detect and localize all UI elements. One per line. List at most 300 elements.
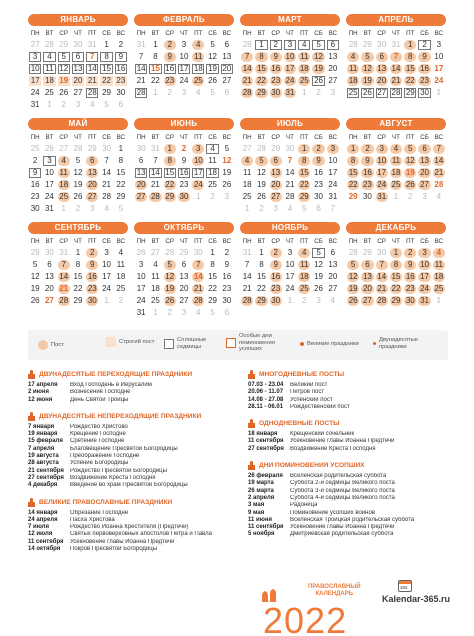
day-cell: 6 (330, 248, 336, 257)
holiday-date: 2 апреля (248, 494, 275, 501)
day-cell: 6 (72, 52, 84, 62)
day-cell: 30 (271, 88, 281, 97)
day-cell: 1 (61, 204, 66, 213)
holiday-date: 7 января (28, 423, 55, 430)
day-cell: 24 (193, 180, 203, 189)
day-cell: 2 (210, 192, 215, 201)
day-cell: 24 (136, 296, 146, 305)
legend-strict-label: Строгий пост (119, 338, 155, 345)
day-grid (346, 39, 446, 111)
day-cell (220, 99, 234, 111)
day-cell: 29 (59, 40, 69, 49)
holiday-name: Усекновение главы Иоанна Предтечи (290, 438, 395, 445)
month-title: ДЕКАБРЬ (346, 222, 446, 234)
site-link[interactable]: Kalendar-365.ru (382, 594, 451, 604)
day-cell: 1 (436, 296, 442, 305)
day-grid (346, 247, 446, 319)
day-cell: 17 (30, 76, 40, 85)
section-title-text: ДВУНАДЕСЯТЫЕ ПЕРЕХОДЯЩИЕ ПРАЗДНИКИ (39, 371, 193, 378)
day-cell: 9 (270, 52, 282, 62)
holiday-name: Петров пост (290, 389, 325, 396)
holiday-row (28, 397, 238, 404)
holiday-name: Суббота 4-й седмицы Великого поста (290, 494, 395, 501)
day-cell (297, 99, 311, 111)
day-cell: 11 (242, 168, 252, 177)
day-cell: 23 (179, 180, 189, 189)
day-cell: 9 (361, 156, 373, 166)
holiday-row (248, 438, 458, 445)
day-cell: 19 (362, 76, 372, 85)
day-cell: 17 (102, 272, 112, 281)
day-cell: 21 (193, 284, 203, 293)
day-cell: 12 (222, 156, 232, 165)
day-cell (99, 307, 113, 319)
weekday-label: ПТ (88, 134, 97, 141)
holiday-section (248, 461, 458, 539)
day-cell: 18 (150, 284, 160, 293)
weekday-label: СР (59, 238, 68, 245)
day-cell: 2 (224, 248, 230, 257)
day-cell: 6 (361, 260, 373, 270)
legend-solid-label: Сплошные седмицы (177, 337, 207, 350)
church-icon (28, 370, 35, 379)
day-cell: 8 (255, 52, 267, 62)
day-cell: 31 (87, 40, 97, 49)
weekday-label: ПН (136, 30, 146, 37)
day-cell: 14 (136, 64, 146, 73)
month-title: ЯНВАРЬ (28, 14, 128, 26)
day-cell: 2 (259, 204, 264, 213)
day-cell (432, 99, 446, 111)
day-cell: 15 (348, 168, 358, 177)
holiday-date: 11 сентября (248, 524, 284, 531)
day-cell: 2 (302, 296, 307, 305)
weekday-label: СБ (208, 30, 217, 37)
day-cell: 23 (271, 284, 281, 293)
day-cell: 4 (196, 308, 201, 317)
day-cell: 18 (193, 64, 203, 73)
day-cell: 27 (30, 40, 40, 49)
day-cell: 13 (328, 52, 338, 61)
day-cell: 31 (59, 248, 69, 257)
legend-post-label: Пост (51, 341, 64, 348)
holiday-date: 26 марта (248, 487, 274, 494)
day-cell: 29 (116, 192, 126, 201)
day-cell: 1 (196, 192, 201, 201)
weekday-label: ПН (348, 30, 358, 37)
day-cell: 25 (299, 76, 309, 85)
day-cell: 10 (179, 52, 189, 61)
weekday-label: ВТ (257, 238, 266, 245)
day-cell: 4 (196, 88, 201, 97)
day-cell: 18 (44, 76, 54, 85)
day-cell: 16 (420, 64, 430, 73)
day-cell: 31 (328, 192, 338, 201)
day-cell: 16 (87, 272, 97, 281)
holiday-name: Вознесение Господне (70, 389, 131, 396)
holiday-row (248, 495, 458, 502)
weekday-label: ЧТ (74, 30, 82, 37)
section-title-text: МНОГОДНЕВНЫЕ ПОСТЫ (259, 371, 345, 378)
holiday-date: 14.08 - 27.08 (248, 396, 284, 403)
day-cell: 21 (242, 76, 252, 85)
day-cell: 26 (73, 192, 83, 201)
weekday-label: ВС (328, 134, 338, 141)
weekday-label: ВС (328, 30, 338, 37)
day-cell: 20 (328, 272, 338, 281)
day-cell: 14 (87, 64, 97, 73)
day-cell (177, 203, 191, 215)
holiday-name: Суббота 3-й седмицы Великого поста (290, 487, 395, 494)
weekday-label: ПТ (300, 238, 309, 245)
holiday-row (248, 446, 458, 453)
day-cell: 21 (59, 284, 69, 293)
day-cell: 4 (206, 144, 218, 154)
day-cell (311, 307, 325, 319)
weekday-label: СР (271, 238, 280, 245)
day-cell (114, 307, 128, 319)
month-title: АВГУСТ (346, 118, 446, 130)
day-cell: 25 (193, 76, 203, 85)
day-cell: 4 (104, 204, 109, 213)
weekday-label: ВС (434, 30, 444, 37)
day-cell: 12 (59, 64, 69, 73)
day-cell: 1 (104, 296, 109, 305)
section-title (28, 498, 238, 507)
legend-post (38, 340, 64, 350)
day-cell: 19 (256, 180, 266, 189)
day-cell: 6 (316, 204, 321, 213)
holiday-name: Вселенская Троицкая родительская суббота (290, 516, 415, 523)
day-cell: 13 (87, 168, 97, 177)
day-cell: 28 (391, 88, 401, 97)
day-cell (346, 99, 360, 111)
fast-circle-icon (38, 340, 48, 350)
day-cell: 11 (348, 64, 358, 73)
day-cell: 13 (179, 272, 189, 281)
day-grid (134, 143, 234, 215)
day-cell: 5 (361, 52, 373, 62)
holiday-date: 4 декабря (28, 482, 58, 489)
day-cell: 27 (136, 192, 146, 201)
day-cell: 27 (73, 88, 83, 97)
day-cell: 21 (136, 76, 146, 85)
holiday-row (28, 438, 238, 445)
day-cell: 25 (391, 180, 401, 189)
holiday-date: 3 мая (248, 502, 265, 509)
day-cell: 11 (391, 156, 401, 165)
day-cell: 23 (405, 284, 415, 293)
day-cell: 5 (118, 204, 124, 213)
section-title (248, 419, 458, 428)
weekday-label: СБ (420, 134, 429, 141)
weekday-label: ПТ (406, 238, 415, 245)
day-cell: 20 (362, 284, 372, 293)
weekday-label: ПН (30, 238, 40, 245)
month-8 (28, 222, 128, 318)
day-cell: 8 (164, 156, 176, 166)
weekday-label: ПН (136, 134, 146, 141)
day-cell: 9 (270, 260, 282, 270)
holiday-date: 5 ноября (248, 531, 275, 538)
day-cell: 10 (44, 168, 54, 177)
legend-twelve (373, 337, 445, 350)
holiday-row (28, 546, 238, 553)
day-cell: 1 (104, 40, 109, 49)
weekday-label: СР (377, 30, 386, 37)
holiday-name: Рождественский пост (290, 403, 350, 410)
day-cell (71, 307, 85, 319)
day-cell: 1 (393, 192, 399, 201)
day-cell: 27 (377, 88, 387, 97)
weekday-label: ВТ (257, 134, 266, 141)
holiday-date: 7 июля (28, 524, 49, 531)
holiday-name: Дмитриевская родительская суббота (290, 531, 394, 538)
day-cell: 30 (362, 192, 372, 201)
day-cell (269, 99, 283, 111)
legend-great (300, 341, 370, 348)
weekday-label: ЧТ (180, 238, 188, 245)
day-cell: 8 (75, 260, 81, 269)
weekday-label: ВС (116, 134, 126, 141)
holiday-date: 14 октября (28, 546, 61, 553)
holiday-name: Крещение Господне (70, 431, 126, 438)
day-cell: 7 (241, 52, 253, 62)
day-cell: 3 (327, 144, 339, 154)
day-cell: 2 (361, 144, 373, 154)
weekday-header (346, 134, 446, 143)
day-cell: 30 (30, 204, 40, 213)
weekday-label: ВС (222, 134, 232, 141)
day-cell: 4 (330, 296, 336, 305)
day-cell: 30 (87, 296, 97, 305)
holiday-name: Суббота 2-й седмицы Великого поста (290, 480, 395, 487)
day-cell: 21 (391, 76, 401, 85)
day-cell: 29 (348, 192, 358, 201)
day-cell: 28 (256, 144, 266, 153)
day-grid (28, 39, 128, 111)
day-cell: 28 (242, 88, 252, 97)
day-cell: 27 (328, 284, 338, 293)
day-cell: 21 (150, 180, 160, 189)
day-cell: 23 (116, 76, 126, 85)
day-cell: 2 (75, 204, 81, 213)
day-cell (389, 307, 403, 319)
day-cell: 31 (391, 40, 401, 49)
day-cell: 13 (271, 168, 281, 177)
day-cell: 26 (222, 180, 232, 189)
day-cell: 5 (224, 144, 230, 153)
day-cell: 17 (136, 284, 146, 293)
weekday-label: ПН (136, 238, 146, 245)
weekday-label: СБ (208, 238, 217, 245)
day-cell: 19 (222, 168, 232, 177)
month-7 (346, 118, 446, 214)
day-cell (297, 307, 311, 319)
holiday-row (28, 475, 238, 482)
day-cell: 14 (434, 156, 444, 165)
weekday-label: ПН (242, 134, 252, 141)
weekday-label: ПТ (194, 134, 203, 141)
day-cell: 4 (287, 204, 293, 213)
day-cell: 14 (150, 168, 160, 177)
day-cell (432, 307, 446, 319)
day-cell: 11 (300, 260, 309, 269)
holiday-name: Рождество Христово (70, 423, 128, 430)
day-cell: 2 (167, 308, 172, 317)
day-cell: 1 (347, 144, 359, 154)
day-cell: 24 (44, 192, 54, 201)
day-cell: 6 (224, 40, 230, 49)
day-cell: 21 (285, 180, 295, 189)
day-cell: 9 (115, 52, 127, 62)
day-cell: 7 (138, 52, 144, 61)
holiday-row (28, 389, 238, 396)
holiday-row (248, 404, 458, 411)
day-cell: 29 (165, 192, 175, 201)
day-cell: 2 (32, 156, 38, 165)
holiday-name: День Святой Троицы (70, 396, 129, 403)
day-cell: 2 (418, 40, 430, 50)
day-cell: 25 (116, 284, 126, 293)
day-cell: 30 (314, 192, 324, 201)
day-cell (269, 307, 283, 319)
day-cell: 24 (102, 284, 112, 293)
day-cell: 8 (259, 260, 264, 269)
day-cell: 17 (420, 272, 430, 281)
holiday-date: 21 сентября (28, 467, 64, 474)
day-cell: 27 (150, 248, 160, 257)
day-cell: 17 (377, 168, 387, 177)
day-cell: 22 (348, 180, 358, 189)
day-cell: 30 (179, 192, 189, 201)
day-cell (375, 203, 389, 215)
day-cell: 28 (348, 248, 358, 257)
day-cell: 1 (75, 248, 81, 257)
day-cell: 29 (256, 88, 266, 97)
holiday-row (248, 473, 458, 480)
day-cell (57, 307, 71, 319)
weekday-header (28, 238, 128, 247)
day-grid (240, 143, 340, 215)
day-cell: 14 (242, 64, 252, 73)
day-cell: 18 (242, 180, 252, 189)
day-cell: 28 (165, 248, 175, 257)
day-cell: 6 (376, 52, 388, 62)
day-cell (375, 307, 389, 319)
day-cell (28, 307, 42, 319)
day-cell: 31 (242, 248, 252, 257)
weekday-label: ПН (242, 238, 252, 245)
day-cell: 22 (299, 180, 309, 189)
day-cell: 22 (405, 76, 415, 85)
day-cell: 5 (312, 40, 324, 50)
day-cell: 24 (377, 180, 387, 189)
day-cell: 15 (102, 64, 112, 73)
holiday-row (248, 502, 458, 509)
holiday-name: Рождество Пресвятой Богородицы (70, 467, 167, 474)
day-cell: 3 (418, 248, 430, 258)
day-cell (432, 203, 446, 215)
day-cell: 12 (314, 52, 324, 61)
weekday-label: ВС (434, 238, 444, 245)
day-cell: 28 (285, 192, 295, 201)
holiday-date: 28 августа (28, 460, 59, 467)
day-cell: 2 (118, 296, 124, 305)
day-cell: 17 (179, 64, 189, 73)
day-cell: 29 (362, 40, 372, 49)
holiday-row (248, 488, 458, 495)
day-cell: 22 (73, 284, 83, 293)
day-cell: 15 (73, 272, 83, 281)
holiday-name: Поминовение усопших воинов (290, 509, 375, 516)
day-cell: 2 (181, 144, 187, 153)
weekday-label: СБ (208, 134, 217, 141)
day-cell: 8 (210, 260, 215, 269)
great-holiday-dot-icon (300, 342, 304, 346)
holiday-name: Великий пост (290, 382, 328, 388)
day-cell: 28 (150, 192, 160, 201)
day-cell: 10 (193, 156, 203, 165)
holiday-row (248, 510, 458, 517)
holiday-name: Усекновение главы Иоанна Предтечи (70, 538, 175, 545)
day-cell (205, 203, 219, 215)
day-cell: 22 (256, 76, 266, 85)
day-cell (220, 203, 234, 215)
weekday-header (134, 30, 234, 39)
holiday-row (248, 397, 458, 404)
month-1 (134, 14, 234, 110)
day-grid (346, 143, 446, 215)
weekday-label: ВС (328, 238, 338, 245)
day-cell: 15 (208, 272, 218, 281)
month-title: ФЕВРАЛЬ (134, 14, 234, 26)
day-cell: 3 (273, 204, 278, 213)
day-cell: 8 (153, 52, 158, 61)
day-cell: 31 (136, 40, 146, 49)
day-cell: 4 (43, 52, 55, 62)
weekday-header (346, 238, 446, 247)
day-cell: 17 (285, 64, 295, 73)
holiday-date: 26 февраля (248, 473, 283, 480)
day-cell: 14 (242, 272, 252, 281)
month-11 (346, 222, 446, 318)
church-icon (28, 498, 35, 507)
day-cell: 29 (362, 248, 372, 257)
holiday-row (28, 517, 238, 524)
weekday-label: ЧТ (74, 238, 82, 245)
month-title: ИЮНЬ (134, 118, 234, 130)
day-cell (254, 99, 268, 111)
day-cell: 21 (102, 180, 112, 189)
holiday-name: Радоница (290, 502, 318, 509)
day-cell: 28 (242, 296, 252, 305)
church-icon (248, 370, 255, 379)
day-cell: 20 (271, 180, 281, 189)
holiday-name: Воздвижение Креста Господня (70, 474, 156, 481)
day-cell: 10 (328, 156, 338, 165)
holiday-name: Пасха Христова (70, 516, 115, 523)
day-cell: 1 (298, 144, 310, 154)
day-cell: 7 (287, 156, 293, 165)
day-cell: 6 (327, 40, 339, 50)
day-cell: 16 (271, 272, 281, 281)
day-cell: 8 (390, 260, 402, 270)
day-cell: 29 (102, 88, 112, 97)
day-cell: 4 (433, 248, 445, 258)
day-cell: 16 (179, 168, 189, 177)
holiday-row (28, 460, 238, 467)
